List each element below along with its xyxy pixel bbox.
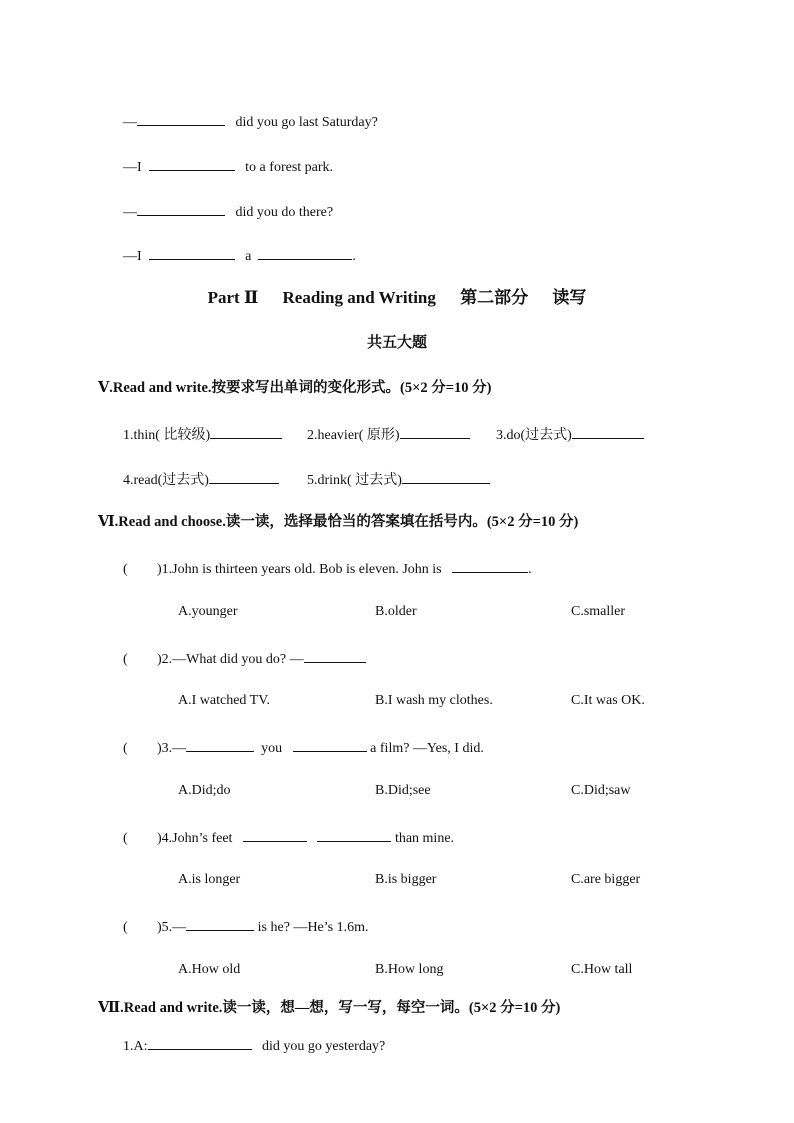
answer-blank[interactable]: [210, 424, 282, 439]
answer-blank[interactable]: [258, 245, 352, 260]
question-text: )4.John’s feet: [157, 831, 233, 846]
dialogue-line-4: [123, 245, 356, 266]
q5-option-b[interactable]: B.How long: [375, 962, 444, 977]
question-text: did you go yesterday?: [262, 1039, 386, 1054]
dialogue-line-1: [123, 111, 378, 132]
q1-option-b[interactable]: B.older: [375, 604, 417, 619]
section-5-item-1: [123, 424, 282, 445]
answer-blank[interactable]: [452, 558, 528, 573]
answer-blank[interactable]: [400, 424, 470, 439]
section-5-item-2: [307, 424, 470, 445]
question-text: than mine.: [394, 831, 455, 846]
question-text: )1.John is thirteen years old. Bob is eleven. John is: [157, 562, 442, 577]
answer-paren[interactable]: (: [123, 562, 128, 577]
answer-blank[interactable]: [317, 827, 391, 842]
answer-blank[interactable]: [149, 156, 235, 171]
answer-paren[interactable]: (: [123, 831, 128, 846]
section-5-item-3: [496, 424, 644, 445]
period: .: [528, 562, 532, 577]
answer-blank[interactable]: [149, 245, 235, 260]
question-2: [123, 648, 366, 669]
article-text: a: [245, 249, 252, 264]
q2-option-c[interactable]: C.It was OK.: [571, 693, 645, 708]
answer-blank[interactable]: [304, 648, 366, 663]
q2-option-b[interactable]: B.I wash my clothes.: [375, 693, 493, 708]
dash: —: [123, 205, 137, 220]
section-7-heading: Ⅶ.Read and write.读一读，想—想，写一写，每空一词。(5×2 分=10 分): [98, 1000, 561, 1016]
part-number: Part Ⅱ: [207, 288, 259, 307]
q5-option-a[interactable]: A.How old: [178, 962, 241, 977]
question-text: is he? —He’s 1.6m.: [257, 920, 369, 935]
item-prompt: 5.drink( 过去式): [307, 473, 402, 488]
section-7-question-1: [123, 1035, 385, 1056]
question-text: you: [261, 741, 283, 756]
dash-i: —I: [123, 160, 142, 175]
answer-text: to a forest park.: [245, 160, 334, 175]
q3-option-c[interactable]: C.Did;saw: [571, 783, 631, 798]
section-5-item-5: [307, 469, 490, 490]
answer-blank[interactable]: [186, 737, 254, 752]
section-5-heading: Ⅴ.Read and write.按要求写出单词的变化形式。(5×2 分=10 分): [98, 380, 492, 396]
question-text: a film? —Yes, I did.: [370, 741, 484, 756]
item-prompt: 3.do(过去式): [496, 428, 572, 443]
section-5-item-4: [123, 469, 279, 490]
answer-paren[interactable]: (: [123, 652, 128, 667]
answer-blank[interactable]: [137, 201, 225, 216]
q4-option-c[interactable]: C.are bigger: [571, 872, 641, 887]
question-4: [123, 827, 454, 848]
q4-option-b[interactable]: B.is bigger: [375, 872, 437, 887]
answer-blank[interactable]: [148, 1035, 252, 1050]
question-text: )2.—What did you do? —: [157, 652, 304, 667]
answer-blank[interactable]: [137, 111, 225, 126]
question-text: )5.—: [157, 920, 187, 935]
question-3: [123, 737, 484, 758]
question-1: [123, 558, 532, 579]
part-title: [0, 288, 794, 308]
dash: —: [123, 115, 137, 130]
answer-blank[interactable]: [572, 424, 644, 439]
part-title-en: Reading and Writing: [282, 288, 436, 307]
question-text: did you do there?: [235, 205, 334, 220]
q3-option-a[interactable]: A.Did;do: [178, 783, 231, 798]
q4-option-a[interactable]: A.is longer: [178, 872, 241, 887]
dialogue-line-3: [123, 201, 333, 222]
q1-option-c[interactable]: C.smaller: [571, 604, 626, 619]
part-title-cn-short: 读写: [552, 288, 587, 307]
period: .: [352, 249, 356, 264]
section-6-heading: Ⅵ.Read and choose.读一读，选择最恰当的答案填在括号内。(5×2 分=10 分): [98, 514, 579, 530]
q1-option-a[interactable]: A.younger: [178, 604, 238, 619]
question-text: did you go last Saturday?: [235, 115, 378, 130]
item-prompt: 1.thin( 比较级): [123, 428, 211, 443]
answer-paren[interactable]: (: [123, 920, 128, 935]
q5-option-c[interactable]: C.How tall: [571, 962, 633, 977]
answer-blank[interactable]: [293, 737, 367, 752]
part-subtitle: 共五大题: [366, 335, 427, 351]
answer-blank[interactable]: [186, 916, 254, 931]
question-text: )3.—: [157, 741, 187, 756]
item-prompt: 4.read(过去式): [123, 473, 209, 488]
dialogue-line-2: [123, 156, 333, 177]
question-5: [123, 916, 369, 937]
part-title-cn: 第二部分: [460, 288, 529, 307]
answer-blank[interactable]: [243, 827, 307, 842]
answer-paren[interactable]: (: [123, 741, 128, 756]
q2-option-a[interactable]: A.I watched TV.: [178, 693, 271, 708]
dash-i: —I: [123, 249, 142, 264]
answer-blank[interactable]: [402, 469, 490, 484]
answer-blank[interactable]: [209, 469, 279, 484]
speaker-label: 1.A:: [123, 1039, 148, 1054]
q3-option-b[interactable]: B.Did;see: [375, 783, 431, 798]
item-prompt: 2.heavier( 原形): [307, 428, 400, 443]
